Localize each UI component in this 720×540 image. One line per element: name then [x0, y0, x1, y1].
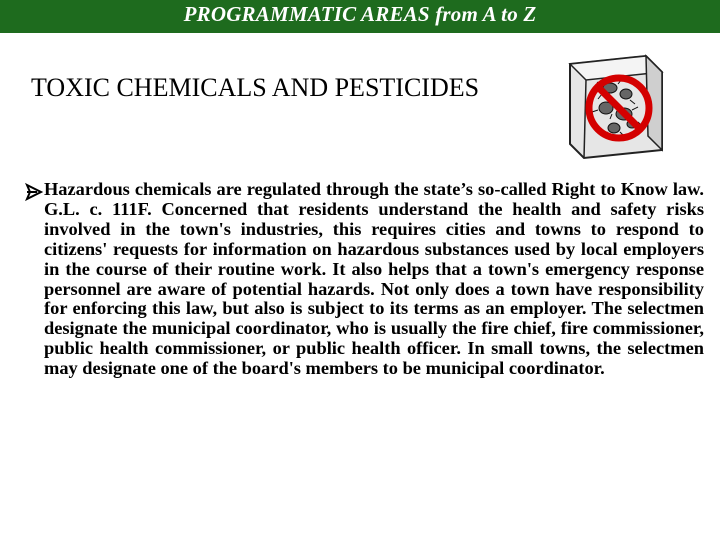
header-bar	[0, 0, 720, 33]
slide-title: TOXIC CHEMICALS AND PESTICIDES	[31, 73, 480, 102]
arrow-bullet-icon	[24, 182, 44, 202]
header-title: PROGRAMMATIC AREAS from A to Z	[183, 2, 537, 26]
bullet-item	[24, 180, 704, 379]
no-bugs-prohibition-icon	[562, 50, 666, 162]
bullet-text: Hazardous chemicals are regulated through the state’s so-called Right to Know law. G.L. c. 111F. Concerned that residents understand the health and safety risks involved in the town's industries, this requires cities and towns to respond to citizens' requests for information on hazardous substances used by local employers in the course of their routine work. It also helps that a town's emergency response personnel are aware of potential hazards. Not only does a town have responsibility for enforcing this law, but also is subject to its terms as an employer. The selectmen designate the municipal coordinator, who is usually the fire chief, fire commissioner, public health commissioner, or public health officer. In small towns, the selectmen may designate one of the board's members to be municipal coordinator.	[44, 179, 704, 379]
